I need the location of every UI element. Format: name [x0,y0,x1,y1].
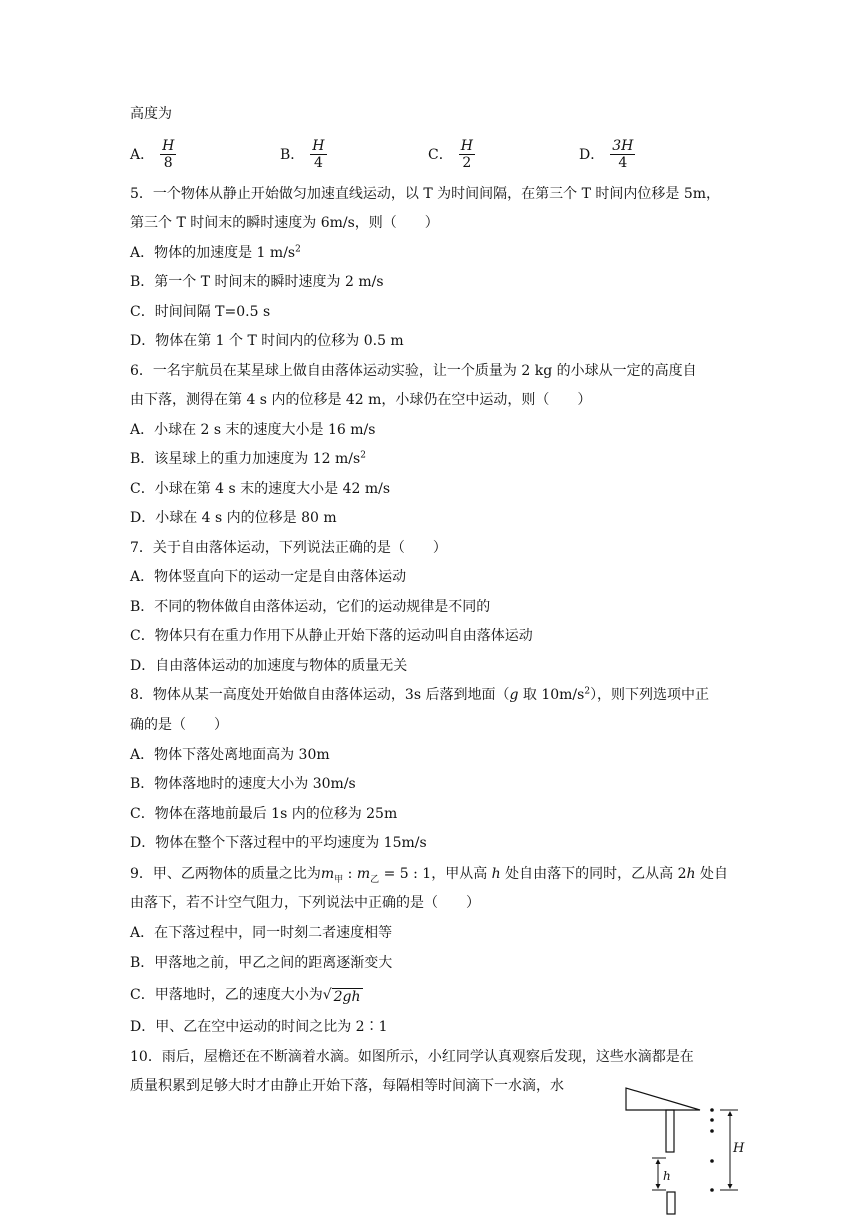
option-text: A．物体的加速度是 1 m/s [130,245,296,261]
fraction [459,138,475,171]
q9-option-d[interactable]: D．甲、乙在空中运动的时间之比为 2∶1 [130,1019,388,1035]
stem-text: 9．甲、乙两物体的质量之比为 [130,866,321,882]
radical-sign: √ [322,987,332,1003]
option-label: B． [280,147,305,163]
option-label: D． [579,147,605,163]
q7-stem: 7．关于自由落体运动，下列说法正确的是（ ） [130,540,447,556]
eave-roof [626,1088,700,1110]
denominator: 4 [618,154,628,171]
option-text: B．该星球上的重力加速度为 12 m/s [130,451,361,467]
q5-option-d[interactable]: D．物体在第 1 个 T 时间内的位移为 0.5 m [130,333,404,349]
option-text: C．甲落地时，乙的速度大小为 [130,987,323,1003]
water-drop [710,1159,714,1163]
q7-option-d[interactable]: D．自由落体运动的加速度与物体的质量无关 [130,658,408,674]
square-root [323,985,363,1005]
superscript: 2 [584,686,591,697]
q8-option-d[interactable]: D．物体在整个下落过程中的平均速度为 15m/s [130,835,427,851]
q8-option-c[interactable]: C．物体在落地前最后 1s 内的位移为 25m [130,806,398,822]
symbol-h: h [491,866,501,882]
h-arrow-down [656,1184,661,1189]
numerator: H [460,137,473,154]
lower-wall [667,1192,675,1214]
denominator: 2 [462,154,472,171]
fraction [310,138,326,171]
q4-option-a[interactable] [130,134,176,174]
q4-option-d[interactable] [579,134,635,174]
stem-text: 取 10m/s [518,687,585,703]
q4-option-b[interactable] [280,134,327,174]
subscript: 乙 [370,874,380,885]
denominator: 8 [163,154,173,171]
fraction [160,138,176,171]
q10-stem-line1: 10．雨后，屋檐还在不断滴着水滴。如图所示，小红同学认真观察后发现，这些水滴都是在 [130,1049,694,1065]
q5-option-b[interactable]: B．第一个 T 时间末的瞬时速度为 2 m/s [130,274,384,290]
q7-option-b[interactable]: B．不同的物体做自由落体运动，它们的运动规律是不同的 [130,599,491,615]
q5-option-c[interactable]: C．时间间隔 T=0.5 s [130,304,271,320]
q5-stem-line1: 5．一个物体从静止开始做匀加速直线运动，以 T 为时间间隔，在第三个 T 时间内位移是 5m， [130,186,721,202]
q5-stem-line2: 第三个 T 时间末的瞬时速度为 6m/s，则（ ） [130,215,439,231]
q8-stem-line1 [130,685,709,705]
option-label: A． [130,147,155,163]
water-drop [710,1129,714,1133]
numerator: H [312,137,325,154]
q4-option-c[interactable] [428,134,475,174]
q8-option-a[interactable]: A．物体下落处离地面高为 30m [130,747,330,763]
q6-option-b[interactable] [130,449,366,469]
H-label: H [733,1141,745,1156]
H-arrow-up [728,1111,733,1116]
stem-text: ），则下列选项中正 [590,687,710,703]
superscript: 2 [360,450,366,461]
q6-stem-line1: 6．一名宇航员在某星球上做自由落体运动实验，让一个质量为 2 kg 的小球从一定的高度自 [130,363,697,379]
water-drop [710,1108,714,1112]
water-drop [710,1118,714,1122]
stem-text: 处自由落下的同时，乙从高 2 [500,866,687,882]
numerator: 3H [612,137,634,154]
q4-stem-tail: 高度为 [130,106,172,122]
q6-option-c[interactable]: C．小球在第 4 s 末的速度大小是 42 m/s [130,481,391,497]
q6-option-d[interactable]: D．小球在 4 s 内的位移是 80 m [130,510,337,526]
stem-text: 处自 [695,866,728,882]
symbol-m: m [320,866,335,882]
q8-option-b[interactable]: B．物体落地时的速度大小为 30m/s [130,776,356,792]
h-label: h [663,1169,671,1183]
q9-stem-line2: 由落下，若不计空气阻力，下列说法中正确的是（ ） [130,895,480,911]
q9-stem-line1 [130,864,728,884]
q10-stem-line2: 质量积累到足够大时才由静止开始下落，每隔相等时间滴下一水滴，水 [130,1078,564,1094]
upper-wall [666,1110,674,1152]
q8-stem-line2: 确的是（ ） [130,717,228,733]
stem-text: 8．物体从某一高度处开始做自由落体运动，3s 后落到地面（ [130,687,510,703]
numerator: H [162,137,175,154]
q5-option-a[interactable] [130,243,301,263]
q9-option-a[interactable]: A．在下落过程中，同一时刻二者速度相等 [130,925,393,941]
ratio: = 5 : 1 [379,866,432,882]
q7-option-c[interactable]: C．物体只有在重力作用下从静止开始下落的运动叫自由落体运动 [130,628,533,644]
eave-water-drops-figure [620,1086,780,1216]
h-arrow-up [656,1159,661,1164]
q4-options [130,134,730,174]
q6-option-a[interactable]: A．小球在 2 s 末的速度大小是 16 m/s [130,422,376,438]
option-label: C． [428,147,453,163]
symbol-m: m [356,866,371,882]
q9-option-c[interactable] [130,985,363,1005]
fraction [610,138,635,171]
q6-stem-line2: 由下落，测得在第 4 s 内的位移是 42 m，小球仍在空中运动，则（ ） [130,392,592,408]
radicand: 2gh [333,989,361,1005]
water-drop [710,1188,714,1192]
q9-option-b[interactable]: B．甲落地之前，甲乙之间的距离逐渐变大 [130,955,393,971]
stem-text: ，甲从高 [431,866,492,882]
symbol-g: g [509,687,519,703]
H-arrow-down [728,1184,733,1189]
q7-option-a[interactable]: A．物体竖直向下的运动一定是自由落体运动 [130,569,407,585]
symbol-h: h [686,866,696,882]
superscript: 2 [295,244,301,255]
subscript: 甲 [334,874,344,885]
denominator: 4 [313,154,323,171]
colon: : [343,866,357,882]
